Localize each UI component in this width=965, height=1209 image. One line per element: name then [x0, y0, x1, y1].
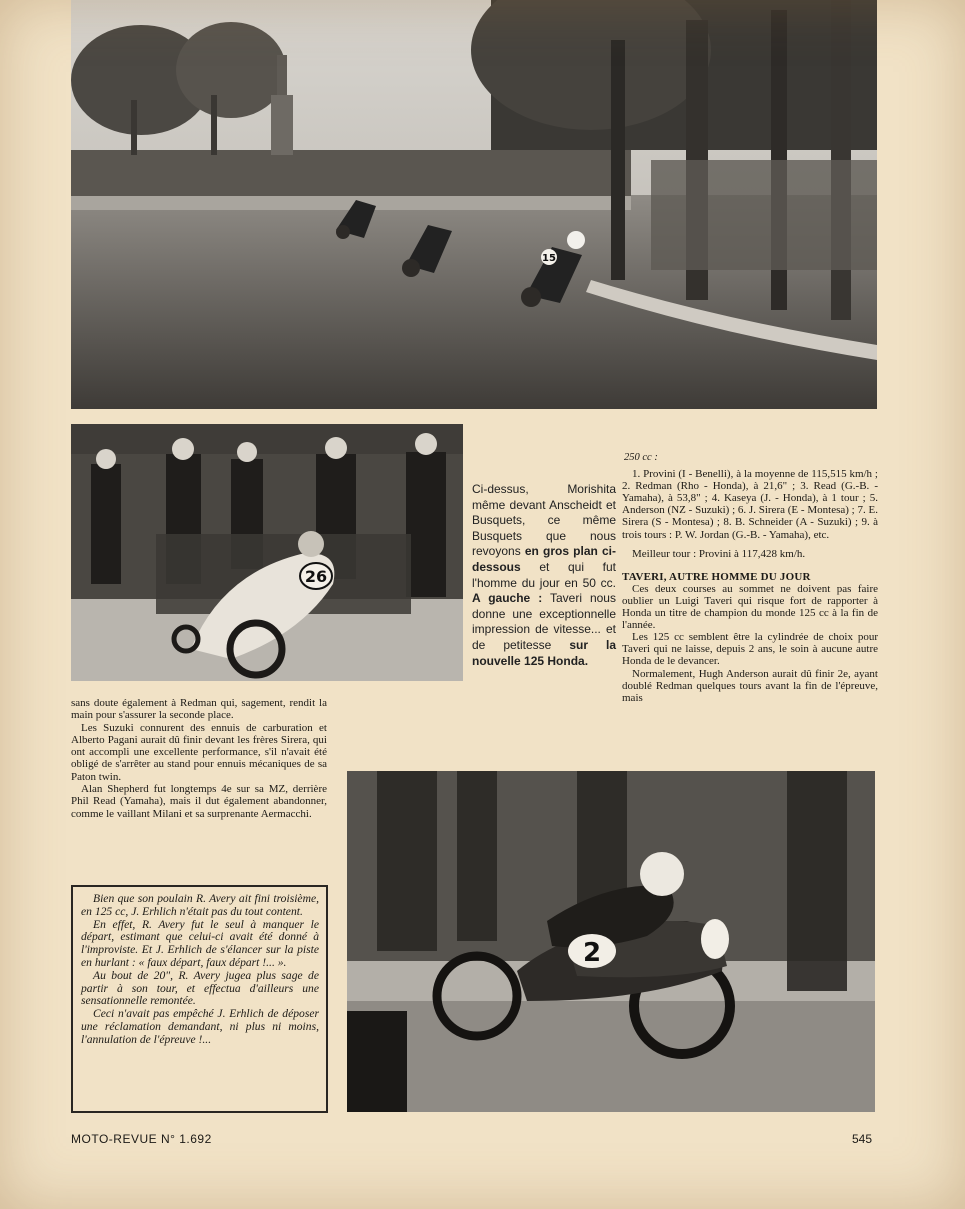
top-rider-number: 15	[542, 253, 556, 264]
box-paragraph: En effet, R. Avery fut le seul à manquer le départ, estimant que celui-ci avait été donné à l'improviste. Et J. Erhlich de s'élancer sur la piste en hurlant : « faux départ, faux départ !... ».	[81, 917, 319, 969]
photo-rider-2	[347, 771, 875, 1112]
left-column	[71, 697, 327, 820]
article-paragraph: Alan Shepherd fut longtemps 4e sur sa MZ, derrière Phil Read (Yamaha), mais il dut également abandonner, comme le vaillant Milani et sa surprenante Aermacchi.	[71, 783, 327, 820]
box-paragraph: Au bout de 20", R. Avery jugea plus sage de partir à son tour, et effectua d'ailleurs une sensationnelle remontée.	[81, 968, 319, 1008]
caption-text-3: et qui fut l'homme du jour en 50 cc.	[472, 559, 616, 590]
anecdote-box	[71, 885, 328, 1113]
category-250cc: 250 cc :	[624, 452, 658, 463]
page-number: 545	[852, 1132, 873, 1146]
box-paragraph: Ceci n'avait pas empêché J. Erhlich de déposer une réclamation demandant, ni plus ni moins, l'annulation de l'épreuve !...	[81, 1007, 319, 1046]
article-paragraph: Les 125 cc semblent être la cylindrée de choix pour Taveri qui ne laisse, depuis 2 ans, le soin à aucune autre Honda de le devancer.	[622, 631, 878, 668]
caption-text-6: sur la nouvelle 125 Honda.	[472, 637, 616, 668]
caption-text-2: en gros plan ci-dessous	[472, 544, 616, 574]
box-paragraph: Bien que son poulain R. Avery ait fini troisième, en 125 cc, J. Erhlich n'était pas du tout content.	[81, 892, 319, 918]
best-lap: Meilleur tour : Provini à 117,428 km/h.	[632, 547, 806, 560]
bottom-rider-number: 2	[582, 938, 602, 968]
article-paragraph: sans doute également à Redman qui, sagement, rendit la main pour s'assurer la seconde place.	[71, 697, 327, 722]
caption-text-5: Taveri nous donne une exceptionnelle impression de vitesse... et de petitesse	[472, 591, 616, 652]
magazine-footer: MOTO-REVUE N° 1.692	[71, 1132, 212, 1146]
article-paragraph: Ces deux courses au sommet ne doivent pas faire oublier un Luigi Taveri qui risque fort de rapporter à Honda un titre de champion du monde 125 cc à la fin de l'année.	[622, 582, 878, 632]
article-paragraph: Les Suzuki connurent des ennuis de carburation et Alberto Pagani aurait dû finir devant les frères Sirera, qui ont accompli une excellente performance, s'il n'avait été obligé de s'arrêter au stand pour ennuis mécaniques de sa Paton twin.	[71, 721, 327, 783]
photo-caption	[472, 482, 616, 669]
section-heading: TAVERI, AUTRE HOMME DU JOUR	[622, 570, 811, 583]
results-column	[622, 452, 878, 704]
photo-rider-26	[71, 424, 463, 681]
article-paragraph: Normalement, Hugh Anderson aurait dû finir 2e, ayant doublé Redman quelques tours avant la fin de l'épreuve, mais	[622, 667, 878, 704]
caption-text-1: Ci-dessus, Morishita même devant Anscheidt et Busquets, ce même Busquets que nous revoyons	[472, 482, 616, 559]
caption-text-4: A gauche :	[472, 591, 543, 606]
photo-race-circuit	[71, 0, 877, 409]
mid-rider-number: 26	[304, 567, 328, 586]
results-list: 1. Provini (I - Benelli), à la moyenne de 115,515 km/h ; 2. Redman (Rho - Honda), à 21,6" ; 3. Read (G.-B. - Yamaha), à 53,8" ; 4. Kaseya (J. - Honda), à 1 tour ; 5. Anderson (NZ - Suzuki) ; 6. J. Sirera (E - Montesa) ; 7. E. Sirera (S - Montesa) ; 8. B. Schneider (A - Suzuki) ; 9. à trois tours : P. W. Jordan (G.-B. - Yamaha), etc.	[622, 468, 878, 541]
